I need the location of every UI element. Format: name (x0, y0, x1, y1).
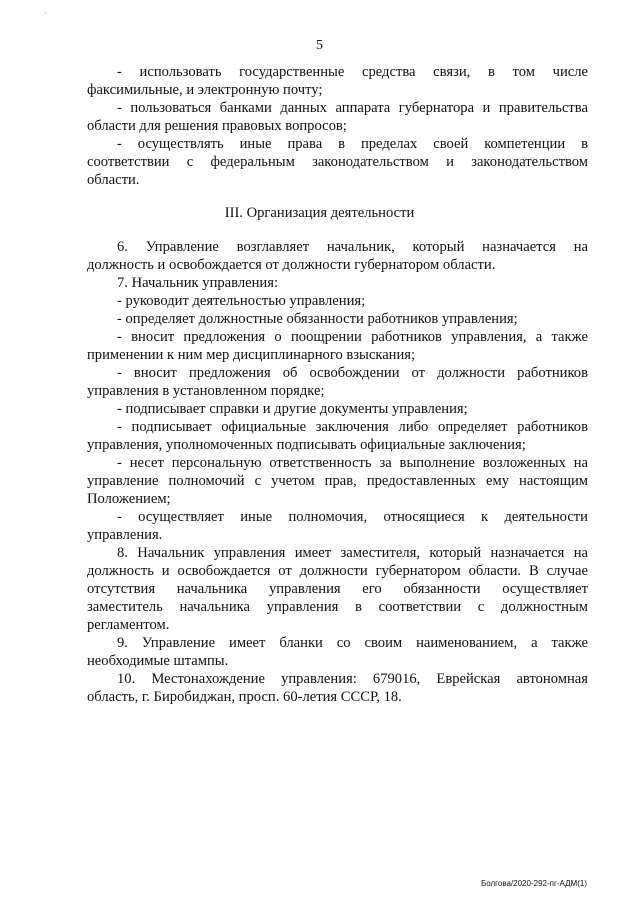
text-line: отсутствия начальника управления его обязанности осуществляет (87, 581, 588, 597)
text-line: - определяет должностные обязанности работников управления; (117, 311, 518, 327)
text-line: управления в установленном порядке; (87, 383, 325, 399)
text-line: соответствии с федеральным законодательством и законодательством (87, 154, 588, 170)
page-number: 5 (316, 38, 323, 53)
text-line: - пользоваться банками данных аппарата губернатора и правительства (117, 100, 588, 116)
text-line: - подписывает справки и другие документы управления; (117, 401, 468, 417)
text-line: должность и освобождается от должности губернатором области. В случае (87, 563, 588, 579)
document-footer-code: Болгова/2020-292-пг-АДМ(1) (480, 879, 587, 888)
text-line: - вносит предложения о поощрении работников управления, а также (117, 329, 588, 345)
text-line: - осуществлять иные права в пределах своей компетенции в (117, 136, 588, 152)
text-line: - руководит деятельностью управления; (117, 293, 366, 309)
text-line: управления, уполномоченных подписывать официальные заключения; (87, 437, 526, 453)
text-line: регламентом. (87, 617, 170, 633)
text-line: должность и освобождается от должности губернатором области. (87, 257, 496, 273)
text-line: - вносит предложения об освобождении от должности работников (117, 365, 588, 381)
text-line: область, г. Биробиджан, просп. 60-летия СССР, 18. (87, 689, 402, 705)
text-line: - использовать государственные средства связи, в том числе (117, 64, 588, 80)
text-line: применении к ним мер дисциплинарного взыскания; (87, 347, 416, 363)
text-line: - подписывает официальные заключения либо определяет работников (117, 419, 588, 435)
text-line: Положением; (87, 491, 171, 507)
text-line: факсимильные, и электронную почту; (87, 82, 323, 98)
text-line: 7. Начальник управления: (117, 275, 278, 291)
text-line: области для решения правовых вопросов; (87, 118, 347, 134)
text-line: управления. (87, 527, 163, 543)
text-line: - несет персональную ответственность за выполнение возложенных на (117, 455, 588, 471)
text-line: 8. Начальник управления имеет заместителя, который назначается на (117, 545, 588, 561)
text-line: 6. Управление возглавляет начальник, который назначается на (117, 239, 588, 255)
text-line: 10. Местонахождение управления: 679016, Еврейская автономная (117, 671, 588, 687)
text-line: управление полномочий с учетом прав, предоставленных ему настоящим (87, 473, 588, 489)
corner-mark: · (44, 9, 47, 18)
text-line: необходимые штампы. (87, 653, 229, 669)
text-line: области. (87, 172, 140, 188)
text-line: заместитель начальника управления в соответствии с должностным (87, 599, 588, 615)
text-line: - осуществляет иные полномочия, относящиеся к деятельности (117, 509, 588, 525)
text-line: 9. Управление имеет бланки со своим наименованием, а также (117, 635, 588, 651)
section-heading: III. Организация деятельности (224, 205, 415, 221)
